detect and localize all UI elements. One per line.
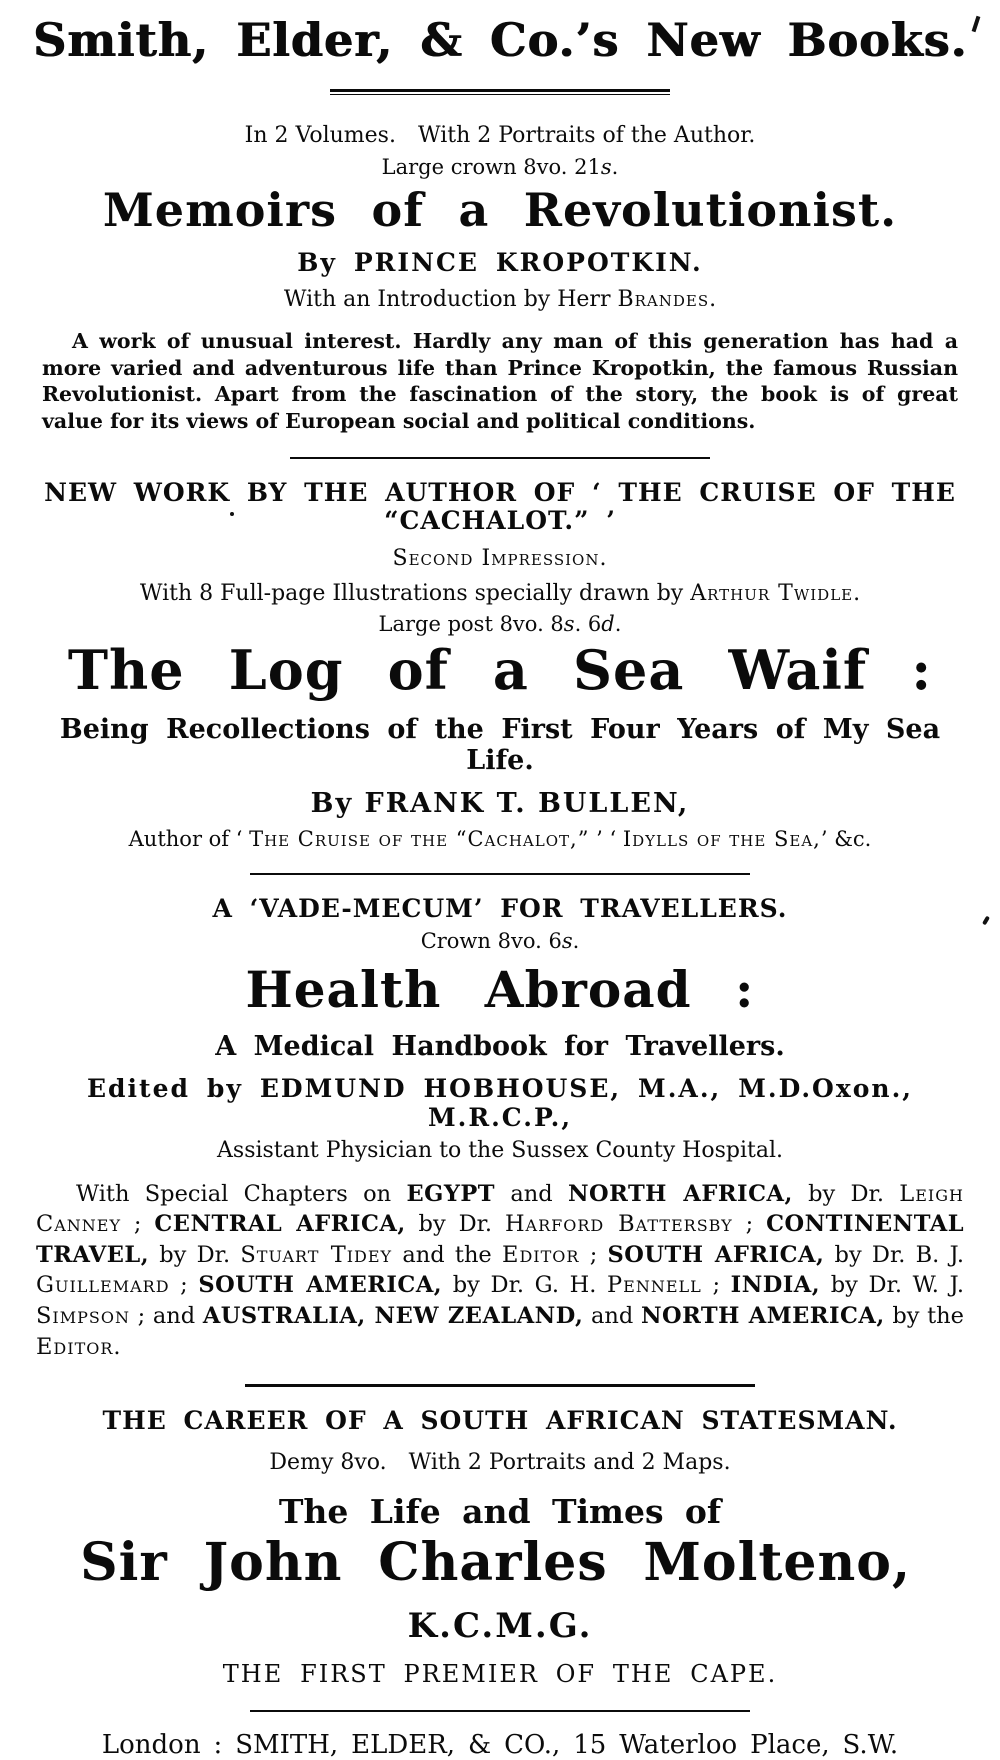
section-divider bbox=[245, 1384, 755, 1387]
illustrations-note: With 8 Full-page Illustrations specially drawn by Arthur Twidle. bbox=[139, 581, 861, 607]
impression-note: Second Impression. bbox=[392, 546, 608, 572]
book-subtitle: THE FIRST PREMIER OF THE CAPE. bbox=[222, 1659, 778, 1688]
format-price-note: Crown 8vo. 6s. bbox=[420, 929, 580, 954]
section-divider bbox=[250, 1710, 750, 1712]
section-divider bbox=[290, 457, 710, 459]
section-divider bbox=[250, 873, 750, 875]
book-entry-memoirs bbox=[30, 123, 970, 435]
publisher-masthead: Smith, Elder, & Co.’s New Books. bbox=[32, 13, 968, 67]
chapters-paragraph: With Special Chapters on EGYPT and NORTH AFRICA, by Dr. Leigh Canney ; CENTRAL AFRICA, by Dr. Harford Battersby ; CONTINENTAL TRAVEL, by Dr. Stuart Tidey and the Editor ; SOUTH AFRICA, by Dr. B. J. Guillemard ; SOUTH AMERICA, by Dr. G. H. Pennell ; INDIA, by Dr. W. J. Simpson ; and AUSTRALIA, NEW ZEALAND, and NORTH AMERICA, by the Editor. bbox=[36, 1180, 965, 1360]
book-title-memoirs: Memoirs of a Revolutionist. bbox=[102, 183, 898, 238]
promo-heading: A ‘VADE-MECUM’ FOR TRAVELLERS. bbox=[212, 893, 788, 923]
edition-note: In 2 Volumes. With 2 Portraits of the Author. bbox=[244, 122, 756, 148]
book-entry-molteno bbox=[30, 1407, 970, 1687]
author-byline: By FRANK T. BULLEN, bbox=[310, 787, 690, 819]
book-subtitle: Being Recollections of the First Four Years of My Sea Life. bbox=[59, 713, 941, 776]
editor-byline: Edited by EDMUND HOBHOUSE, M.A., M.D.Oxon., M.R.C.P., bbox=[86, 1073, 913, 1132]
book-title-health: Health Abroad : bbox=[245, 959, 755, 1019]
scan-artifact bbox=[230, 512, 234, 516]
publisher-imprint: London : SMITH, ELDER, & CO., 15 Waterloo Place, S.W. bbox=[101, 1729, 899, 1760]
section-divider bbox=[330, 89, 670, 95]
book-title-molteno bbox=[30, 1532, 970, 1647]
promo-heading: THE CAREER OF A SOUTH AFRICAN STATESMAN. bbox=[102, 1406, 898, 1436]
book-title-seawaif: The Log of a Sea Waif : bbox=[67, 638, 933, 703]
promo-heading: NEW WORK BY THE AUTHOR OF ‘ THE CRUISE OF THE “CACHALOT.” ’ bbox=[44, 477, 956, 536]
review-blurb: A work of unusual interest. Hardly any man of this generation has had a more varied and adventurous life than Prince Kropotkin, the famous Russian Revolutionist. Apart from the fascination of the story, the book is of great value for its views of European social and political conditions. bbox=[42, 329, 958, 434]
book-pretitle: The Life and Times of bbox=[278, 1492, 722, 1532]
book-entry-health bbox=[30, 895, 970, 1363]
author-credits: Author of ‘ The Cruise of the “Cachalot,” ’ ‘ Idylls of the Sea,’ &c. bbox=[128, 826, 872, 851]
edition-note: Demy 8vo. With 2 Portraits and 2 Maps. bbox=[269, 1449, 731, 1475]
book-title-main: Sir John Charles Molteno, bbox=[80, 1532, 912, 1594]
author-byline: By PRINCE KROPOTKIN. bbox=[297, 248, 703, 278]
format-price-note: Large crown 8vo. 21s. bbox=[381, 155, 619, 180]
format-price-note: Large post 8vo. 8s. 6d. bbox=[378, 612, 622, 637]
introduction-note: With an Introduction by Herr Brandes. bbox=[283, 287, 717, 313]
book-title-honorific: K.C.M.G. bbox=[407, 1549, 920, 1646]
book-subtitle: A Medical Handbook for Travellers. bbox=[215, 1030, 785, 1062]
editor-role: Assistant Physician to the Sussex County Hospital. bbox=[217, 1137, 783, 1163]
book-entry-seawaif bbox=[30, 479, 970, 851]
